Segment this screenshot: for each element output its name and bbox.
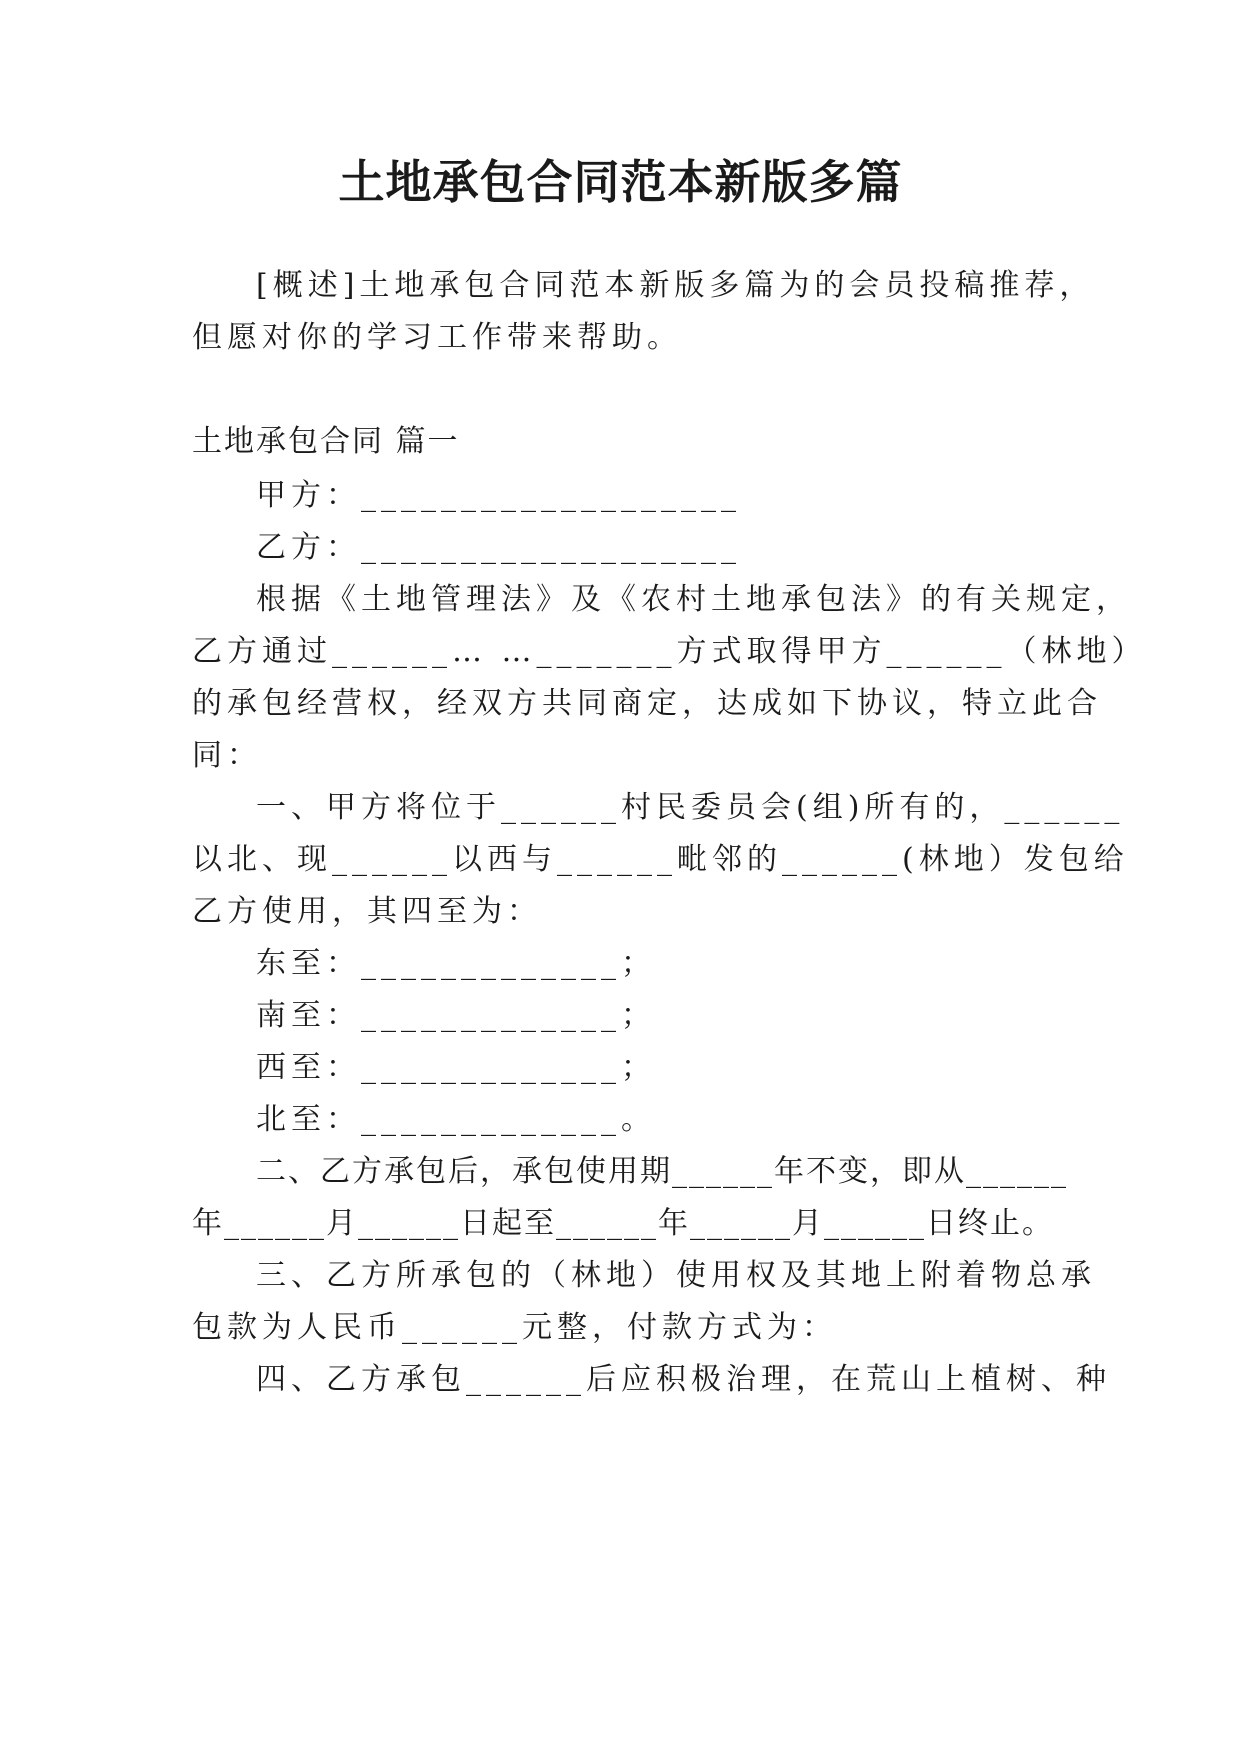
boundary-south: 南至：_____________； — [256, 998, 656, 1033]
clause-3-line: 包款为人民币______元整，付款方式为： — [192, 1310, 837, 1345]
preamble-line: 同： — [192, 738, 262, 773]
summary-line: 但愿对你的学习工作带来帮助。 — [192, 320, 682, 355]
party-a-field: 甲方：___________________ — [256, 478, 741, 513]
boundary-east: 东至：_____________； — [256, 946, 656, 981]
clause-4-line: 四、乙方承包______后应积极治理，在荒山上植树、种 — [256, 1362, 1111, 1397]
clause-1-line: 一、甲方将位于______村民委员会(组)所有的，______ — [256, 790, 1125, 825]
clause-3-line: 三、乙方所承包的（林地）使用权及其地上附着物总承 — [256, 1258, 1096, 1293]
preamble-line: 根据《土地管理法》及《农村土地承包法》的有关规定， — [256, 582, 1131, 617]
boundary-west: 西至：_____________； — [256, 1050, 656, 1085]
clause-1-line: 乙方使用，其四至为： — [192, 894, 542, 929]
clause-1-line: 以北、现______以西与______毗邻的______(林地）发包给 — [192, 842, 1129, 877]
preamble-line: 乙方通过______… …_______方式取得甲方______（林地） — [192, 634, 1147, 669]
document-title: 土地承包合同范本新版多篇 — [338, 155, 903, 209]
boundary-north: 北至：_____________。 — [256, 1102, 656, 1137]
party-b-field: 乙方：___________________ — [256, 530, 741, 565]
preamble-line: 的承包经营权，经双方共同商定，达成如下协议，特立此合 — [192, 686, 1102, 721]
clause-2-line: 二、乙方承包后，承包使用期______年不变，即从______ — [256, 1154, 1068, 1189]
summary-line: [概述]土地承包合同范本新版多篇为的会员投稿推荐， — [256, 268, 1095, 303]
section-heading: 土地承包合同 篇一 — [192, 424, 460, 459]
clause-2-line: 年______月______日起至______年______月______日终止。 — [192, 1206, 1054, 1241]
